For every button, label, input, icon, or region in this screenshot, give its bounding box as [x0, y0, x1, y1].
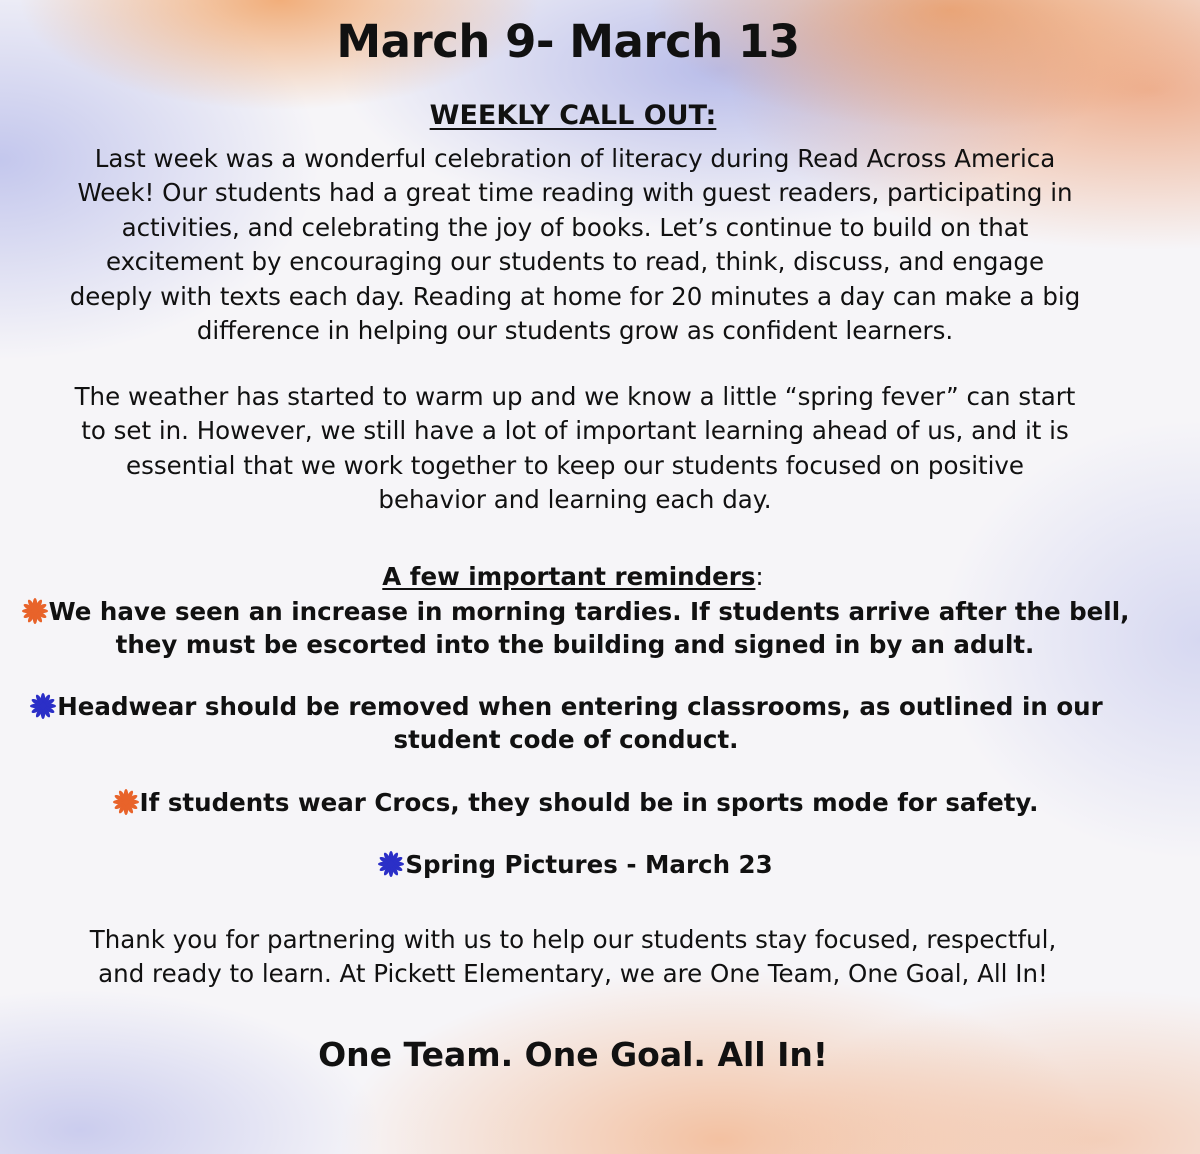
reminder-line [0, 848, 1150, 881]
blue-asterisk-icon [29, 692, 57, 720]
reminder-tardies [0, 595, 1150, 661]
closing-paragraph [0, 923, 1146, 992]
weekly-callout-heading: WEEKLY CALL OUT: [429, 100, 717, 131]
reminder-crocs [0, 786, 1150, 819]
paragraph-line: difference in helping our students grow as confident learners. [196, 316, 954, 346]
orange-asterisk-icon [112, 788, 140, 816]
paragraph-line: to set in. However, we still have a lot of important learning ahead of us, and it is [81, 416, 1069, 446]
blue-asterisk-icon [377, 850, 405, 878]
paragraph-line: essential that we work together to keep our students focused on positive [126, 450, 1024, 480]
callout-paragraph-1 [4, 142, 1146, 348]
paragraph-line: excitement by encouraging our students to read, think, discuss, and engage [105, 247, 1045, 277]
reminders-heading-colon: : [755, 562, 764, 591]
paragraph-line: Week! Our students had a great time reading with guest readers, participating in [77, 178, 1073, 208]
orange-asterisk-icon [21, 597, 49, 625]
reminder-text: Spring Pictures - March 23 [405, 850, 773, 879]
reminder-line [0, 595, 1150, 628]
reminder-line [0, 786, 1150, 819]
reminder-text: If students wear Crocs, they should be in sports mode for safety. [139, 788, 1039, 817]
paragraph-line: activities, and celebrating the joy of books. Let’s continue to build on that [121, 212, 1029, 242]
paragraph-line: deeply with texts each day. Reading at home for 20 minutes a day can make a big [69, 281, 1081, 311]
paragraph-line: Last week was a wonderful celebration of literacy during Read Across America [94, 144, 1056, 173]
closing-line: and ready to learn. At Pickett Elementary, we are One Team, One Goal, All In! [98, 959, 1048, 989]
motto: One Team. One Goal. All In! [318, 1035, 828, 1074]
paragraph-line: behavior and learning each day. [378, 485, 772, 515]
page-title: March 9- March 13 [336, 15, 800, 68]
reminder-text: We have seen an increase in morning tardies. If students arrive after the bell, [48, 597, 1130, 626]
reminder-spring-pictures [0, 848, 1150, 881]
reminder-text: Headwear should be removed when entering classrooms, as outlined in our [57, 692, 1103, 721]
callout-paragraph-2 [4, 380, 1146, 518]
reminder-line [6, 690, 1126, 723]
closing-line: Thank you for partnering with us to help our students stay focused, respectful, [89, 925, 1057, 954]
reminder-line: student code of conduct. [393, 725, 739, 754]
paragraph-line: The weather has started to warm up and we know a little “spring fever” can start [74, 382, 1076, 411]
reminder-headwear [6, 690, 1126, 756]
reminders-heading [0, 560, 1146, 594]
reminders-heading-text: A few important reminders [382, 562, 756, 591]
reminder-line: they must be escorted into the building and signed in by an adult. [115, 630, 1035, 659]
